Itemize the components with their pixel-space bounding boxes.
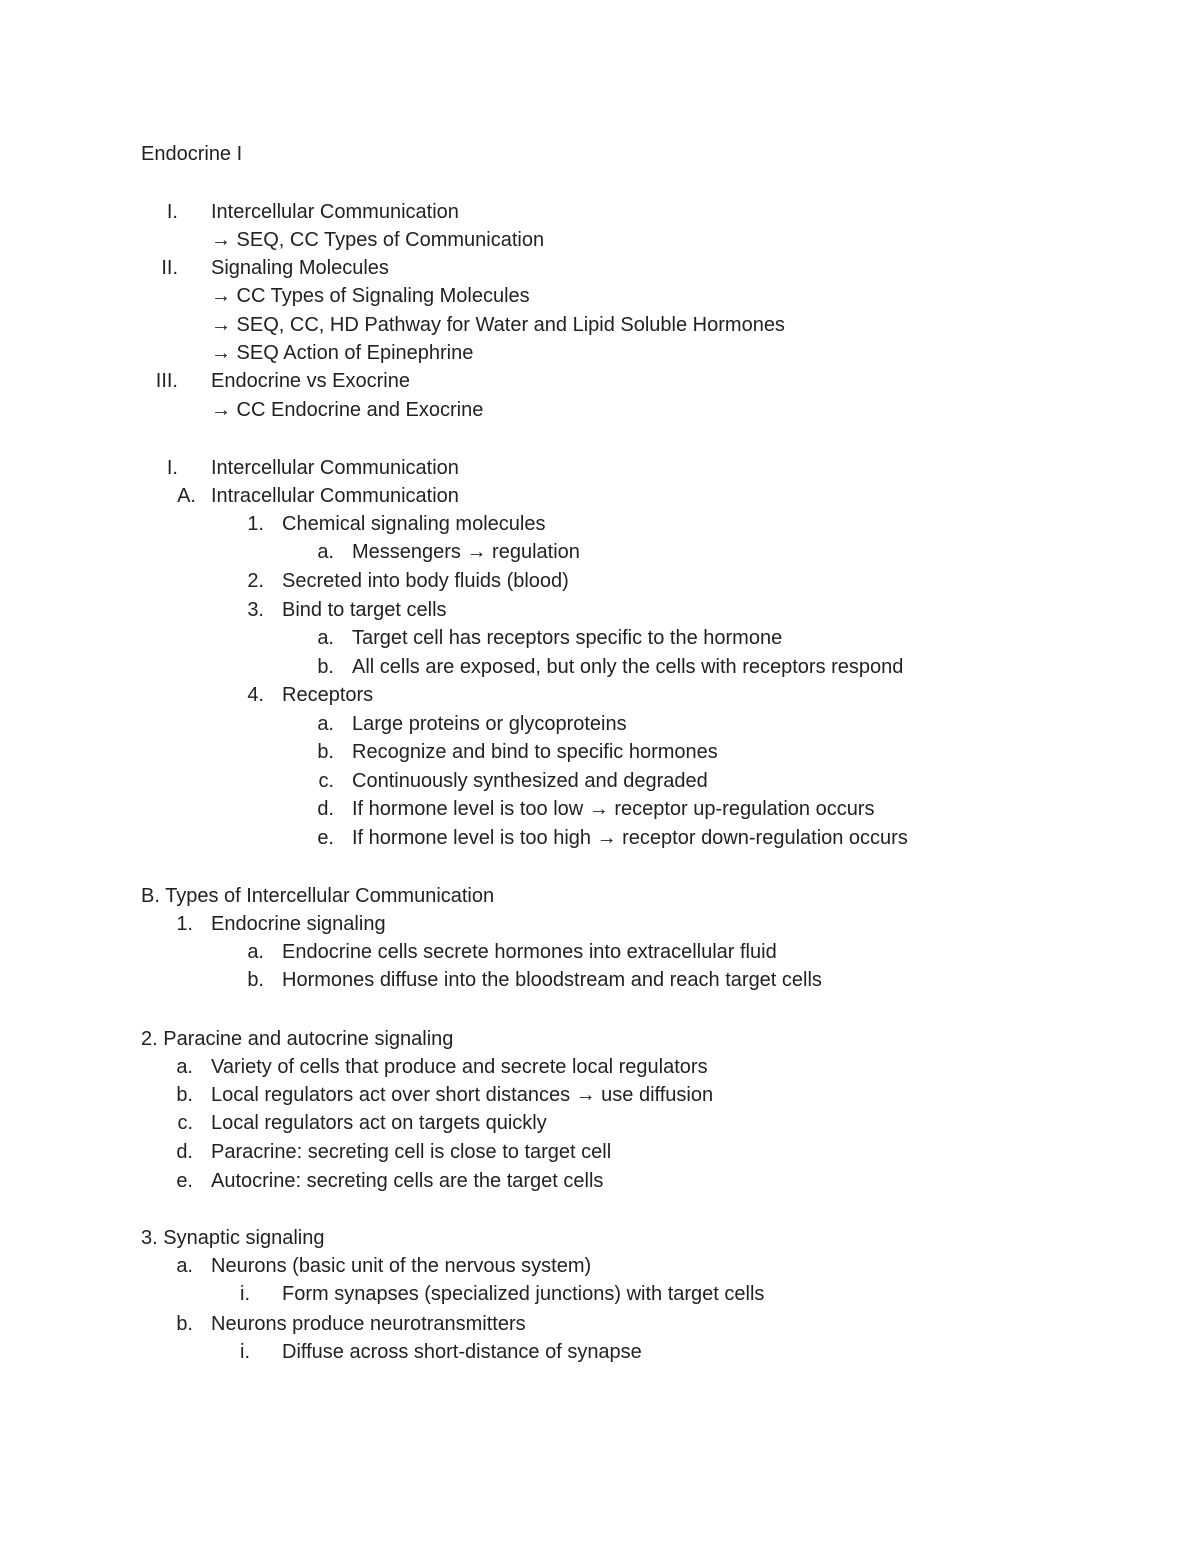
list-item-text: Local regulators act on targets quickly xyxy=(211,1112,547,1134)
list-marker: 3. xyxy=(247,599,264,621)
list-item-text: If hormone level is too high → receptor down-regulation occurs xyxy=(352,827,908,849)
list-item-text: 2. Paracine and autocrine signaling xyxy=(141,1028,454,1050)
list-marker: b. xyxy=(317,741,334,763)
list-marker: b. xyxy=(317,656,334,678)
list-item-text: → CC Endocrine and Exocrine xyxy=(211,399,484,421)
list-item xyxy=(0,396,1100,424)
list-item xyxy=(0,710,1100,738)
list-item-text: Secreted into body fluids (blood) xyxy=(282,570,569,592)
list-marker: A. xyxy=(177,485,196,507)
list-item-text: B. Types of Intercellular Communication xyxy=(141,885,495,907)
list-item xyxy=(0,482,1100,510)
list-item-text: → SEQ Action of Epinephrine xyxy=(211,342,474,364)
list-marker: b. xyxy=(247,969,264,991)
list-item-text: All cells are exposed, but only the cells with receptors respond xyxy=(352,656,904,678)
list-item xyxy=(0,538,1100,566)
list-marker: a. xyxy=(317,541,334,563)
list-item xyxy=(0,1280,1100,1308)
list-item-text: Variety of cells that produce and secrete local regulators xyxy=(211,1056,708,1078)
list-item xyxy=(0,910,1100,938)
list-item-text: Autocrine: secreting cells are the target cells xyxy=(211,1170,604,1192)
list-marker: c. xyxy=(318,770,334,792)
list-item-text: If hormone level is too low → receptor up-regulation occurs xyxy=(352,798,875,820)
list-item xyxy=(0,282,1100,310)
list-item-text: Large proteins or glycoproteins xyxy=(352,713,627,735)
list-item xyxy=(0,653,1100,681)
list-item-text: Neurons produce neurotransmitters xyxy=(211,1313,526,1335)
list-item xyxy=(0,198,1100,226)
list-marker: I. xyxy=(166,201,178,223)
list-item-text: Bind to target cells xyxy=(282,599,447,621)
list-item xyxy=(0,738,1100,766)
list-item-text: Neurons (basic unit of the nervous system) xyxy=(211,1255,592,1277)
list-item xyxy=(0,1138,1100,1166)
list-item-text: Intercellular Communication xyxy=(211,457,459,479)
list-item xyxy=(0,624,1100,652)
list-marker: e. xyxy=(176,1170,193,1192)
list-item-text: → SEQ, CC, HD Pathway for Water and Lipid Soluble Hormones xyxy=(211,314,785,336)
list-item xyxy=(0,1025,1100,1053)
list-item xyxy=(0,1224,1100,1252)
list-marker: a. xyxy=(317,713,334,735)
list-item xyxy=(0,795,1100,823)
list-item-text: Endocrine signaling xyxy=(211,913,386,935)
list-item xyxy=(0,1167,1100,1195)
list-item xyxy=(0,567,1100,595)
list-marker: 2. xyxy=(247,570,264,592)
list-item-text: Target cell has receptors specific to the hormone xyxy=(352,627,783,649)
list-item xyxy=(0,311,1100,339)
list-marker: a. xyxy=(317,627,334,649)
list-marker: 1. xyxy=(247,513,264,535)
list-item xyxy=(0,596,1100,624)
list-item-text: Chemical signaling molecules xyxy=(282,513,546,535)
list-item xyxy=(0,1252,1100,1280)
list-item xyxy=(0,254,1100,282)
list-item xyxy=(0,1081,1100,1109)
list-item xyxy=(0,938,1100,966)
list-item xyxy=(0,1338,1100,1366)
list-item-text: Intercellular Communication xyxy=(211,201,459,223)
list-item-text: Endocrine cells secrete hormones into extracellular fluid xyxy=(282,941,777,963)
list-marker: d. xyxy=(176,1141,193,1163)
list-item-text: Messengers → regulation xyxy=(352,541,580,563)
list-item-text: Paracrine: secreting cell is close to target cell xyxy=(211,1141,612,1163)
list-item-text: 3. Synaptic signaling xyxy=(141,1227,325,1249)
list-marker: II. xyxy=(161,257,178,279)
list-item-text: Diffuse across short-distance of synapse xyxy=(282,1341,642,1363)
list-marker: e. xyxy=(317,827,334,849)
list-item xyxy=(0,1310,1100,1338)
list-item-text: Form synapses (specialized junctions) with target cells xyxy=(282,1283,765,1305)
list-item xyxy=(0,454,1100,482)
list-item-text: → CC Types of Signaling Molecules xyxy=(211,285,530,307)
list-item-text: Receptors xyxy=(282,684,374,706)
list-item xyxy=(0,767,1100,795)
list-marker: i. xyxy=(240,1283,250,1305)
list-item xyxy=(0,510,1100,538)
list-marker: a. xyxy=(176,1255,193,1277)
list-marker: a. xyxy=(247,941,264,963)
list-item xyxy=(0,339,1100,367)
list-marker: i. xyxy=(240,1341,250,1363)
list-item-text: Continuously synthesized and degraded xyxy=(352,770,708,792)
list-marker: c. xyxy=(177,1112,193,1134)
list-item xyxy=(0,1109,1100,1137)
list-item-text: Hormones diffuse into the bloodstream and reach target cells xyxy=(282,969,822,991)
list-item-text: → SEQ, CC Types of Communication xyxy=(211,229,545,251)
list-marker: b. xyxy=(176,1313,193,1335)
list-item-text: Intracellular Communication xyxy=(211,485,459,507)
list-item xyxy=(0,367,1100,395)
list-item-text: Signaling Molecules xyxy=(211,257,389,279)
list-marker: 4. xyxy=(247,684,264,706)
list-marker: 1. xyxy=(176,913,193,935)
document-title: Endocrine I xyxy=(141,143,243,165)
list-item-text: Local regulators act over short distances → use diffusion xyxy=(211,1084,714,1106)
list-item xyxy=(0,226,1100,254)
list-marker: b. xyxy=(176,1084,193,1106)
list-item xyxy=(0,966,1100,994)
list-marker: a. xyxy=(176,1056,193,1078)
list-item xyxy=(0,824,1100,852)
list-marker: I. xyxy=(166,457,178,479)
list-item-text: Recognize and bind to specific hormones xyxy=(352,741,718,763)
list-item-text: Endocrine vs Exocrine xyxy=(211,370,410,392)
list-item xyxy=(0,1053,1100,1081)
list-marker: d. xyxy=(317,798,334,820)
list-item xyxy=(0,882,1100,910)
list-marker: III. xyxy=(155,370,178,392)
list-item xyxy=(0,681,1100,709)
